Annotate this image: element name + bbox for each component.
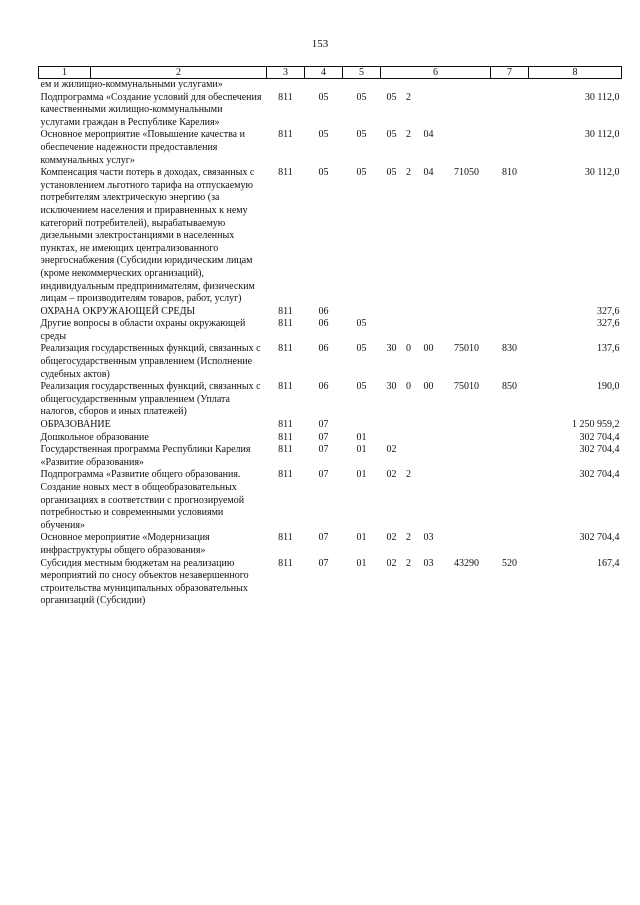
direction-code <box>443 318 491 343</box>
activity-code <box>415 79 443 92</box>
expense-type-code <box>491 129 529 167</box>
ved-code: 811 <box>278 419 293 431</box>
amount: 30 112,0 <box>584 167 620 179</box>
row-name: Дошкольное образование <box>40 431 149 443</box>
target-program-code: 02 <box>386 469 397 481</box>
activity-code: 04 <box>423 167 434 179</box>
target-program-code <box>381 79 403 92</box>
row-name: Другие вопросы в области охраны окружающей среды <box>40 318 246 342</box>
ved-code: 811 <box>278 381 293 393</box>
direction-code: 71050 <box>454 167 479 179</box>
section-code: 07 <box>318 444 329 456</box>
subprogram-code <box>403 432 415 445</box>
target-program-code: 30 <box>386 343 397 355</box>
row-name: ем и жилищно-коммунальными услугами» <box>40 79 223 90</box>
section-code: 05 <box>318 167 329 179</box>
section-code: 06 <box>318 305 329 317</box>
row-name: Реализация государственных функций, связанных с общегосударственным управлением (Уплата налогов, сборов и иных платежей) <box>40 381 261 418</box>
target-program-code: 05 <box>386 167 397 179</box>
amount: 167,4 <box>597 557 620 569</box>
table-body <box>39 79 622 608</box>
expense-type-code <box>491 432 529 445</box>
row-name: Субсидия местным бюджетам на реализацию мероприятий по сносу объектов незавершенного строительства муниципальных образовательных организаций (Субсидии) <box>40 557 249 607</box>
ved-code <box>267 79 305 92</box>
subsection-code: 05 <box>356 167 367 179</box>
ved-code: 811 <box>278 343 293 355</box>
section-code: 07 <box>318 469 329 481</box>
amount: 30 112,0 <box>584 129 620 141</box>
expense-type-code <box>491 92 529 130</box>
expense-type-code <box>491 532 529 557</box>
subsection-code: 01 <box>356 557 367 569</box>
target-program-code <box>381 318 403 343</box>
expense-type-code <box>491 306 529 319</box>
row-name: ОБРАЗОВАНИЕ <box>40 419 111 431</box>
activity-code <box>415 92 443 130</box>
row-name: ОХРАНА ОКРУЖАЮЩЕЙ СРЕДЫ <box>40 305 196 317</box>
amount: 137,6 <box>597 343 620 355</box>
amount: 302 704,4 <box>579 444 620 456</box>
header-cell: 6 <box>381 67 491 79</box>
subprogram-code <box>403 79 415 92</box>
target-program-code: 05 <box>386 91 397 103</box>
section-code: 07 <box>318 532 329 544</box>
direction-code <box>443 129 491 167</box>
subprogram-code: 0 <box>406 343 411 355</box>
expense-type-code: 850 <box>502 381 517 393</box>
page-number: 153 <box>311 38 329 50</box>
row-name: Подпрограмма «Развитие общего образования. Создание новых мест в общеобразовательных организациях в соответствии с прогнозируемой потребностью и современными условиями обучения» <box>40 469 245 531</box>
row-name: Подпрограмма «Создание условий для обеспечения качественными жилищно-коммунальными услугами граждан в Республике Карелия» <box>40 91 262 128</box>
direction-code <box>443 444 491 469</box>
section-code: 07 <box>318 419 329 431</box>
row-name: Реализация государственных функций, связанных с общегосударственным управлением (Исполнение судебных актов) <box>40 343 261 380</box>
header-cell: 3 <box>267 67 305 79</box>
budget-table <box>38 66 622 608</box>
target-program-code <box>381 432 403 445</box>
subsection-code <box>343 306 381 319</box>
amount: 302 704,4 <box>579 469 620 481</box>
table-row <box>39 381 622 419</box>
expense-type-code <box>491 444 529 469</box>
subsection-code: 05 <box>356 318 367 330</box>
table-row <box>39 343 622 381</box>
amount: 302 704,4 <box>579 431 620 443</box>
ved-code: 811 <box>278 532 293 544</box>
amount: 30 112,0 <box>584 91 620 103</box>
direction-code <box>443 419 491 432</box>
amount: 1 250 959,2 <box>572 419 620 431</box>
header-cell: 4 <box>305 67 343 79</box>
amount <box>529 79 622 92</box>
table-row <box>39 92 622 130</box>
activity-code <box>415 444 443 469</box>
table-row <box>39 419 622 432</box>
activity-code <box>415 469 443 532</box>
ved-code: 811 <box>278 431 293 443</box>
subprogram-code <box>403 419 415 432</box>
target-program-code <box>381 306 403 319</box>
section-code: 07 <box>318 431 329 443</box>
table-row <box>39 558 622 608</box>
ved-code: 811 <box>278 91 293 103</box>
row-name: Основное мероприятие «Модернизация инфраструктуры общего образования» <box>40 532 210 556</box>
subprogram-code: 0 <box>406 381 411 393</box>
ved-code: 811 <box>278 305 293 317</box>
row-name: Компенсация части потерь в доходах, связанных с установлением льготного тарифа на отпускаемую потребителям электрическую энергию (за исключением населения и приравненных к нему категорий потребителей), вырабатываемую дизельными электростанциями в населенных пунктах, не имеющих централизованного энергоснабжения (Субсидии юридическим лицам (кроме некоммерческих организаций), индивидуальным предпринимателям, физическим лицам – производителям товаров, работ, услуг) <box>40 167 255 305</box>
table-row <box>39 129 622 167</box>
direction-code <box>443 532 491 557</box>
ved-code: 811 <box>278 557 293 569</box>
activity-code <box>415 306 443 319</box>
table-row <box>39 306 622 319</box>
section-code: 06 <box>318 343 329 355</box>
table-row <box>39 532 622 557</box>
activity-code: 03 <box>423 532 434 544</box>
section-code <box>305 79 343 92</box>
amount: 327,6 <box>597 318 620 330</box>
direction-code <box>443 432 491 445</box>
direction-code <box>443 92 491 130</box>
target-program-code: 30 <box>386 381 397 393</box>
table-header <box>39 67 622 79</box>
activity-code: 00 <box>423 343 434 355</box>
direction-code: 75010 <box>454 343 479 355</box>
activity-code <box>415 318 443 343</box>
direction-code <box>443 469 491 532</box>
target-program-code: 02 <box>386 444 397 456</box>
target-program-code: 02 <box>386 532 397 544</box>
activity-code: 00 <box>423 381 434 393</box>
activity-code <box>415 419 443 432</box>
subsection-code: 01 <box>356 444 367 456</box>
subprogram-code: 2 <box>406 532 411 544</box>
subsection-code: 05 <box>356 343 367 355</box>
expense-type-code <box>491 79 529 92</box>
subsection-code: 05 <box>356 91 367 103</box>
ved-code: 811 <box>278 318 293 330</box>
activity-code: 03 <box>423 557 434 569</box>
header-cell: 1 <box>39 67 91 79</box>
subsection-code <box>343 79 381 92</box>
table-row <box>39 318 622 343</box>
row-name: Государственная программа Республики Карелия «Развитие образования» <box>40 444 251 468</box>
expense-type-code: 810 <box>502 167 517 179</box>
subprogram-code: 2 <box>406 469 411 481</box>
section-code: 05 <box>318 129 329 141</box>
expense-type-code <box>491 469 529 532</box>
subsection-code <box>343 419 381 432</box>
amount: 190,0 <box>597 381 620 393</box>
subprogram-code <box>403 444 415 469</box>
table-row <box>39 444 622 469</box>
subsection-code: 01 <box>356 469 367 481</box>
header-cell: 8 <box>529 67 622 79</box>
direction-code <box>443 79 491 92</box>
subsection-code: 01 <box>356 532 367 544</box>
subprogram-code: 2 <box>406 167 411 179</box>
row-name: Основное мероприятие «Повышение качества и обеспечение надежности предоставления коммунальных услуг» <box>40 129 245 166</box>
subsection-code: 05 <box>356 129 367 141</box>
subprogram-code: 2 <box>406 557 411 569</box>
header-cell: 7 <box>491 67 529 79</box>
table-row <box>39 167 622 306</box>
expense-type-code <box>491 318 529 343</box>
subprogram-code: 2 <box>406 91 411 103</box>
table-row <box>39 79 622 92</box>
target-program-code: 05 <box>386 129 397 141</box>
amount: 327,6 <box>597 305 620 317</box>
direction-code <box>443 306 491 319</box>
ved-code: 811 <box>278 469 293 481</box>
ved-code: 811 <box>278 167 293 179</box>
header-cell: 5 <box>343 67 381 79</box>
direction-code: 75010 <box>454 381 479 393</box>
subsection-code: 01 <box>356 431 367 443</box>
section-code: 06 <box>318 381 329 393</box>
ved-code: 811 <box>278 444 293 456</box>
ved-code: 811 <box>278 129 293 141</box>
subsection-code: 05 <box>356 381 367 393</box>
expense-type-code: 520 <box>502 557 517 569</box>
header-cell: 2 <box>91 67 267 79</box>
subprogram-code: 2 <box>406 129 411 141</box>
expense-type-code: 830 <box>502 343 517 355</box>
table-row <box>39 469 622 532</box>
amount: 302 704,4 <box>579 532 620 544</box>
subprogram-code <box>403 318 415 343</box>
activity-code <box>415 432 443 445</box>
section-code: 05 <box>318 91 329 103</box>
activity-code: 04 <box>423 129 434 141</box>
expense-type-code <box>491 419 529 432</box>
target-program-code <box>381 419 403 432</box>
subprogram-code <box>403 306 415 319</box>
direction-code: 43290 <box>454 557 479 569</box>
section-code: 07 <box>318 557 329 569</box>
section-code: 06 <box>318 318 329 330</box>
target-program-code: 02 <box>386 557 397 569</box>
table-row <box>39 432 622 445</box>
